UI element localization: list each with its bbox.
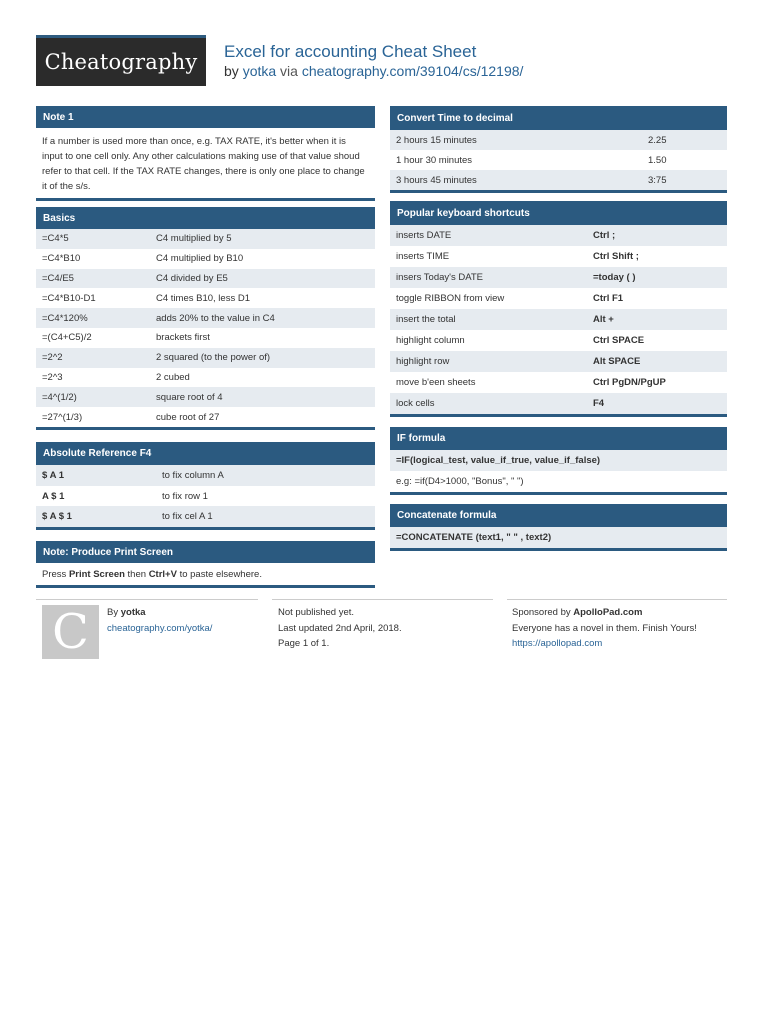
footer-author-link[interactable]: cheatography.com/yotka/	[107, 622, 213, 634]
footer-publish-info	[278, 605, 402, 652]
basics-row	[36, 348, 375, 368]
author-link[interactable]: yotka	[242, 63, 277, 79]
footer-author-name: yotka	[120, 607, 146, 618]
convert-section	[390, 106, 727, 193]
cell-key: =4^(1/2)	[42, 391, 77, 403]
basics-section	[36, 207, 375, 430]
shortcut-row	[390, 372, 727, 393]
print-screen-key: Print Screen	[68, 568, 125, 580]
sponsored-label: Sponsored by	[512, 607, 571, 618]
shortcut-row	[390, 246, 727, 267]
shortcut-row	[390, 225, 727, 246]
sponsor-tagline: Everyone has a novel in them. Finish Yours!	[512, 622, 697, 634]
cell-value: Alt +	[593, 314, 614, 325]
via-label: via	[280, 63, 298, 79]
absref-header: Absolute Reference F4	[36, 442, 375, 465]
if-formula-section	[390, 427, 727, 495]
convert-header: Convert Time to decimal	[390, 106, 727, 130]
cell-value: =today ( )	[593, 272, 636, 283]
cell-value: cube root of 27	[156, 411, 220, 423]
cell-value: C4 times B10, less D1	[156, 292, 250, 304]
cell-key: =C4/E5	[42, 272, 74, 284]
footer-author	[107, 605, 212, 636]
basics-header: Basics	[36, 207, 375, 229]
ctrl-v-key: Ctrl+V	[148, 568, 177, 580]
note1-text: If a number is used more than once, e.g. TAX RATE, it's better when it is input to one cell only. Any other calculations making use of that value shoud refer to that cell. If the TAX RATE changes, there is only one place to change it of the s/s.	[36, 128, 375, 198]
shortcuts-table	[390, 225, 727, 414]
basics-row	[36, 308, 375, 328]
published-status: Not published yet.	[278, 607, 355, 618]
shortcut-row	[390, 267, 727, 288]
cell-key: $ A 1	[42, 469, 65, 481]
shortcuts-section	[390, 201, 727, 417]
basics-row	[36, 328, 375, 348]
printscreen-text	[36, 563, 375, 585]
if-formula-example: e.g: =if(D4>1000, "Bonus", " ")	[390, 471, 727, 492]
note1-header: Note 1	[36, 106, 375, 128]
logo-text: Cheatography	[44, 50, 198, 74]
cheatography-logo[interactable]	[36, 35, 206, 86]
cell-key: =(C4+C5)/2	[42, 332, 92, 344]
note1-section	[36, 106, 375, 201]
cell-key: move b'een sheets	[396, 377, 476, 388]
convert-row	[390, 150, 727, 170]
cell-value: to fix column A	[162, 469, 224, 481]
cell-key: =C4*120%	[42, 312, 88, 324]
absref-row	[36, 506, 375, 527]
cell-value: square root of 4	[156, 391, 223, 403]
footer-by-label: By	[107, 607, 119, 618]
cell-key: A $ 1	[42, 490, 65, 502]
cell-value: Ctrl Shift ;	[593, 251, 639, 262]
printscreen-header: Note: Produce Print Screen	[36, 541, 375, 563]
absref-row	[36, 486, 375, 507]
cell-value: 2.25	[648, 134, 667, 146]
cell-value: C4 multiplied by 5	[156, 233, 232, 245]
cell-key: 1 hour 30 minutes	[396, 154, 473, 166]
cell-key: inserts DATE	[396, 230, 452, 241]
press-label: Press	[42, 568, 67, 580]
then-label: then	[127, 568, 147, 580]
shortcuts-header: Popular keyboard shortcuts	[390, 201, 727, 225]
cell-key: insert the total	[396, 314, 456, 325]
shortcut-row	[390, 330, 727, 351]
basics-row	[36, 229, 375, 249]
cell-value: 1.50	[648, 154, 667, 166]
cell-value: to fix cel A 1	[162, 511, 213, 523]
cell-key: =C4*B10	[42, 253, 81, 265]
cell-value: Ctrl F1	[593, 293, 624, 304]
basics-row	[36, 288, 375, 308]
shortcut-row	[390, 288, 727, 309]
cell-key: =2^2	[42, 352, 63, 364]
cell-key: $ A $ 1	[42, 511, 72, 523]
cell-key: 2 hours 15 minutes	[396, 134, 477, 146]
cell-key: lock cells	[396, 398, 435, 409]
cell-value: Alt SPACE	[593, 356, 641, 367]
basics-table	[36, 229, 375, 427]
shortcut-row	[390, 351, 727, 372]
footer-divider-2	[272, 599, 493, 600]
basics-row	[36, 249, 375, 269]
convert-row	[390, 170, 727, 190]
footer-divider-3	[507, 599, 727, 600]
footer-divider-1	[36, 599, 258, 600]
cell-key: =C4*B10-D1	[42, 292, 96, 304]
cell-key: 3 hours 45 minutes	[396, 174, 477, 186]
if-formula-syntax: =IF(logical_test, value_if_true, value_if_false)	[390, 450, 727, 471]
last-updated: Last updated 2nd April, 2018.	[278, 622, 402, 634]
cell-value: 2 cubed	[156, 371, 190, 383]
cell-value: to fix row 1	[162, 490, 208, 502]
sponsor-link[interactable]: https://apollopad.com	[512, 638, 603, 649]
concat-section	[390, 504, 727, 551]
cell-value: Ctrl ;	[593, 230, 616, 241]
cell-key: inserts TIME	[396, 251, 450, 262]
author-avatar[interactable]	[42, 605, 99, 659]
convert-row	[390, 130, 727, 150]
cell-value: F4	[593, 398, 605, 409]
printscreen-section	[36, 541, 375, 588]
concat-syntax: =CONCATENATE (text1, " " , text2)	[390, 527, 727, 548]
page-subtitle	[224, 63, 523, 79]
cell-value: C4 multiplied by B10	[156, 253, 244, 265]
absref-row	[36, 465, 375, 486]
paste-text: to paste elsewhere.	[179, 568, 262, 580]
cell-value: C4 divided by E5	[156, 272, 228, 284]
page-title: Excel for accounting Cheat Sheet	[224, 42, 477, 61]
cell-key: =2^3	[42, 371, 63, 383]
absref-table	[36, 465, 375, 527]
cell-key: insers Today's DATE	[396, 272, 483, 283]
cell-key: toggle RIBBON from view	[396, 293, 505, 304]
shortcut-row	[390, 393, 727, 414]
page-count: Page 1 of 1.	[278, 638, 330, 649]
convert-table	[390, 130, 727, 190]
if-formula-header: IF formula	[390, 427, 727, 450]
basics-row	[36, 407, 375, 427]
cell-key: =27^(1/3)	[42, 411, 83, 423]
cell-value: 3:75	[648, 174, 667, 186]
cell-key: highlight row	[396, 356, 450, 367]
cell-value: adds 20% to the value in C4	[156, 312, 275, 324]
avatar-letter: C	[52, 604, 89, 660]
cell-key: =C4*5	[42, 233, 69, 245]
by-label: by	[224, 63, 239, 79]
cell-value: brackets first	[156, 332, 210, 344]
shortcut-row	[390, 309, 727, 330]
cell-value: Ctrl SPACE	[593, 335, 645, 346]
basics-row	[36, 368, 375, 388]
cell-value: 2 squared (to the power of)	[156, 352, 271, 364]
sheet-url-link[interactable]: cheatography.com/39104/cs/12198/	[301, 63, 524, 79]
concat-header: Concatenate formula	[390, 504, 727, 527]
cell-key: highlight column	[396, 335, 465, 346]
absref-section	[36, 442, 375, 530]
cell-value: Ctrl PgDN/PgUP	[593, 377, 666, 388]
footer-sponsor	[512, 605, 697, 652]
basics-row	[36, 387, 375, 407]
sponsor-name: ApolloPad.com	[573, 607, 643, 618]
basics-row	[36, 269, 375, 289]
